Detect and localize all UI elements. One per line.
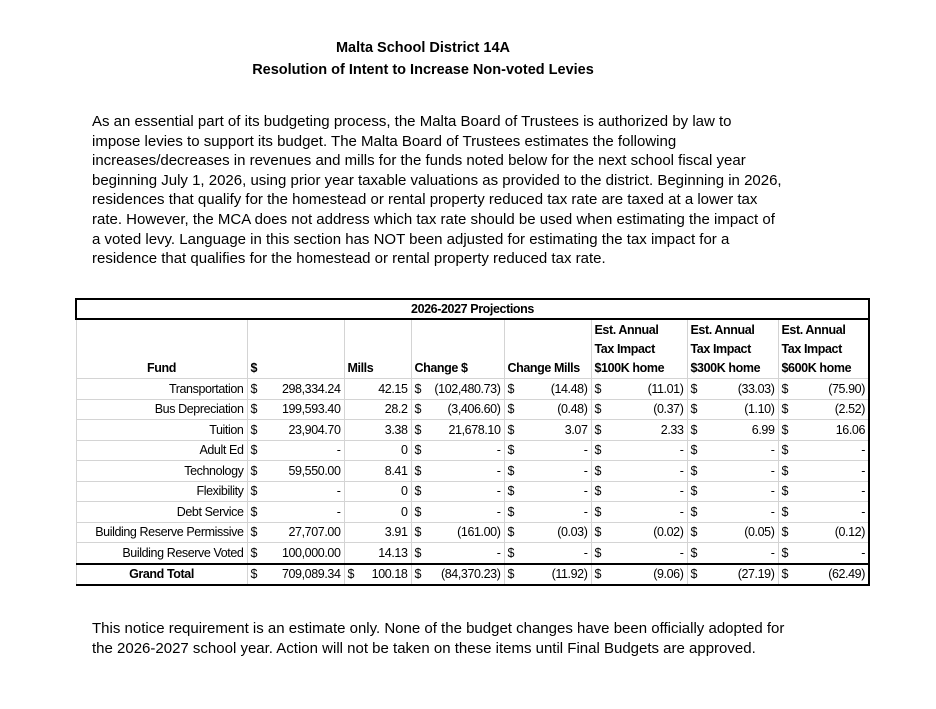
currency-symbol: $ (594, 567, 602, 582)
impact-600k-cell (778, 564, 869, 586)
projection-title: 2026-2027 Projections (76, 299, 869, 319)
mills-cell: 3.38 (344, 420, 411, 441)
mills-cell-value: 100.18 (371, 567, 408, 582)
currency-symbol: $ (507, 443, 515, 458)
mills-cell: 3.91 (344, 522, 411, 543)
change-mills-cell-value: - (583, 504, 588, 519)
table-row (76, 379, 869, 400)
currency-symbol: $ (690, 484, 698, 499)
impact-300k-cell-value: - (770, 504, 775, 519)
impact-100k-cell-value: - (679, 545, 684, 560)
amount-cell (247, 399, 344, 420)
mills-cell: 28.2 (344, 399, 411, 420)
impact-300k-cell-value: - (770, 443, 775, 458)
currency-symbol: $ (414, 504, 422, 519)
change-dollars-cell (411, 543, 504, 564)
mills-cell: 14.13 (344, 543, 411, 564)
amount-cell (247, 481, 344, 502)
levy-projections-table (75, 298, 870, 586)
impact-100k-cell (591, 461, 687, 482)
change-mills-cell-value: 3.07 (564, 422, 588, 437)
impact-600k-cell-value: - (861, 504, 865, 519)
currency-symbol: $ (690, 381, 698, 396)
change-mills-cell (504, 399, 591, 420)
change-dollars-cell-value: - (496, 545, 501, 560)
impact-600k-cell (778, 461, 869, 482)
currency-symbol: $ (594, 525, 602, 540)
impact-600k-cell-value: - (861, 545, 865, 560)
currency-symbol: $ (690, 422, 698, 437)
amount-cell-value: - (336, 504, 341, 519)
currency-symbol: $ (250, 443, 258, 458)
change-dollars-cell (411, 564, 504, 586)
table-row (76, 461, 869, 482)
impact-600k-cell (778, 399, 869, 420)
currency-symbol: $ (781, 443, 789, 458)
currency-symbol: $ (690, 443, 698, 458)
change-dollars-cell-value: (84,370.23) (440, 567, 501, 582)
currency-symbol: $ (250, 402, 258, 417)
impact-600k-cell-value: (2.52) (834, 402, 865, 417)
amount-cell (247, 379, 344, 400)
currency-symbol: $ (507, 381, 515, 396)
table-row (76, 440, 869, 461)
fund-name: Transportation (76, 379, 247, 400)
amount-cell-value: 23,904.70 (288, 422, 341, 437)
header-impact-100k (591, 319, 687, 379)
impact-300k-cell-value: - (770, 545, 775, 560)
header-mills: Mills (344, 319, 411, 379)
header-fund: Fund (76, 319, 247, 379)
currency-symbol: $ (414, 525, 422, 540)
impact-600k-cell (778, 522, 869, 543)
change-mills-cell-value: - (583, 484, 588, 499)
impact-100k-cell (591, 420, 687, 441)
currency-symbol: $ (781, 567, 789, 582)
currency-symbol: $ (690, 545, 698, 560)
currency-symbol: $ (507, 402, 515, 417)
impact-600k-cell-value: - (861, 484, 865, 499)
currency-symbol: $ (414, 422, 422, 437)
amount-cell (247, 564, 344, 586)
change-dollars-cell-value: - (496, 484, 501, 499)
document-title: Malta School District 14A (335, 40, 511, 56)
currency-symbol: $ (507, 484, 515, 499)
amount-cell (247, 502, 344, 523)
currency-symbol: $ (507, 567, 515, 582)
change-dollars-cell-value: (3,406.60) (447, 402, 501, 417)
change-mills-cell-value: (0.03) (557, 525, 588, 540)
fund-name: Adult Ed (76, 440, 247, 461)
header-change-dollars: Change $ (411, 319, 504, 379)
currency-symbol: $ (250, 545, 258, 560)
impact-300k-cell-value: (1.10) (744, 402, 775, 417)
currency-symbol: $ (594, 422, 602, 437)
currency-symbol: $ (594, 504, 602, 519)
impact-300k-cell (687, 420, 778, 441)
impact-600k-cell-value: - (861, 463, 865, 478)
change-mills-cell (504, 461, 591, 482)
change-mills-cell-value: - (583, 443, 588, 458)
header-line: Tax Impact (690, 342, 751, 356)
currency-symbol: $ (781, 504, 789, 519)
change-dollars-cell (411, 522, 504, 543)
impact-300k-cell-value: 6.99 (751, 422, 775, 437)
currency-symbol: $ (414, 381, 422, 396)
impact-100k-cell-value: 2.33 (660, 422, 684, 437)
impact-300k-cell-value: (27.19) (737, 567, 775, 582)
currency-symbol: $ (690, 402, 698, 417)
impact-100k-cell (591, 440, 687, 461)
impact-600k-cell (778, 440, 869, 461)
currency-symbol: $ (250, 422, 258, 437)
impact-600k-cell-value: 16.06 (835, 422, 865, 437)
amount-cell-value: 59,550.00 (288, 463, 341, 478)
currency-symbol: $ (250, 381, 258, 396)
change-dollars-cell-value: - (496, 443, 501, 458)
impact-100k-cell (591, 564, 687, 586)
amount-cell (247, 440, 344, 461)
currency-symbol: $ (781, 545, 789, 560)
change-dollars-cell-value: (102,480.73) (434, 381, 501, 396)
impact-300k-cell-value: - (770, 463, 775, 478)
header-change-mills: Change Mills (504, 319, 591, 379)
change-mills-cell-value: (0.48) (557, 402, 588, 417)
currency-symbol: $ (347, 567, 355, 582)
impact-300k-cell (687, 440, 778, 461)
currency-symbol: $ (250, 484, 258, 499)
currency-symbol: $ (594, 484, 602, 499)
impact-300k-cell-value: (0.05) (744, 525, 775, 540)
mills-cell: 42.15 (344, 379, 411, 400)
impact-600k-cell-value: (75.90) (828, 381, 865, 396)
mills-cell: 0 (344, 481, 411, 502)
document-subtitle: Resolution of Intent to Increase Non-voted Levies (252, 62, 594, 78)
change-dollars-cell (411, 440, 504, 461)
impact-300k-cell (687, 564, 778, 586)
fund-name: Tuition (76, 420, 247, 441)
currency-symbol: $ (507, 504, 515, 519)
intro-paragraph: As an essential part of its budgeting process, the Malta Board of Trustees is authorized by law to impose levies to support its budget. The Malta Board of Trustees estimates the following increases/decreases in revenues and mills for the funds noted below for the next school fiscal year beginning July 1, 2026, using prior year taxable valuations as provided to the district. Beginning in 2026, residences that qualify for the homestead or rental property reduced tax rate are taxed at a lower tax rate. However, the MCA does not address which tax rate should be used when estimating the impact of a voted levy. Language in this section has NOT been adjusted for estimating the tax impact for a residence that qualifies for the homestead or rental property reduced tax rate. (92, 113, 782, 268)
change-mills-cell-value: - (583, 463, 588, 478)
impact-600k-cell (778, 543, 869, 564)
header-line: Est. Annual (781, 323, 846, 337)
fund-name: Building Reserve Voted (76, 543, 247, 564)
header-line: Est. Annual (594, 323, 659, 337)
change-dollars-cell (411, 379, 504, 400)
change-mills-cell (504, 564, 591, 586)
currency-symbol: $ (594, 443, 602, 458)
impact-300k-cell (687, 502, 778, 523)
impact-100k-cell-value: - (679, 484, 684, 499)
amount-cell (247, 522, 344, 543)
change-mills-cell (504, 543, 591, 564)
table-row (76, 543, 869, 564)
impact-100k-cell (591, 399, 687, 420)
fund-name: Debt Service (76, 502, 247, 523)
currency-symbol: $ (414, 463, 422, 478)
table-row (76, 399, 869, 420)
change-dollars-cell (411, 461, 504, 482)
header-line: Tax Impact (781, 342, 842, 356)
change-mills-cell-value: (11.92) (551, 567, 588, 582)
impact-300k-cell (687, 461, 778, 482)
currency-symbol: $ (414, 443, 422, 458)
currency-symbol: $ (594, 402, 602, 417)
fund-name: Flexibility (76, 481, 247, 502)
currency-symbol: $ (690, 567, 698, 582)
amount-cell (247, 461, 344, 482)
amount-cell (247, 543, 344, 564)
change-mills-cell (504, 420, 591, 441)
fund-name: Bus Depreciation (76, 399, 247, 420)
impact-600k-cell (778, 420, 869, 441)
change-dollars-cell (411, 481, 504, 502)
currency-symbol: $ (690, 525, 698, 540)
impact-100k-cell-value: - (679, 463, 684, 478)
amount-cell-value: 100,000.00 (281, 545, 341, 560)
amount-cell-value: 709,089.34 (281, 567, 341, 582)
impact-300k-cell (687, 379, 778, 400)
impact-100k-cell (591, 502, 687, 523)
change-mills-cell (504, 379, 591, 400)
fund-name: Technology (76, 461, 247, 482)
amount-cell-value: 199,593.40 (281, 402, 341, 417)
header-impact-300k (687, 319, 778, 379)
change-dollars-cell (411, 420, 504, 441)
table-row (76, 420, 869, 441)
currency-symbol: $ (781, 381, 789, 396)
mills-cell: 0 (344, 440, 411, 461)
currency-symbol: $ (250, 463, 258, 478)
header-impact-600k (778, 319, 869, 379)
change-mills-cell-value: (14.48) (550, 381, 588, 396)
impact-300k-cell-value: (33.03) (737, 381, 775, 396)
change-dollars-cell-value: - (496, 463, 501, 478)
currency-symbol: $ (781, 525, 789, 540)
impact-100k-cell-value: (11.01) (647, 381, 684, 396)
currency-symbol: $ (250, 525, 258, 540)
currency-symbol: $ (690, 463, 698, 478)
change-dollars-cell-value: (161.00) (457, 525, 501, 540)
impact-100k-cell-value: (0.37) (653, 402, 684, 417)
currency-symbol: $ (507, 525, 515, 540)
amount-cell-value: - (336, 484, 341, 499)
table-row (76, 502, 869, 523)
impact-600k-cell-value: (0.12) (834, 525, 865, 540)
grand-total-row (76, 564, 869, 586)
currency-symbol: $ (507, 545, 515, 560)
impact-100k-cell (591, 522, 687, 543)
currency-symbol: $ (594, 463, 602, 478)
impact-300k-cell (687, 522, 778, 543)
impact-100k-cell-value: (0.02) (653, 525, 684, 540)
header-line: Est. Annual (690, 323, 755, 337)
currency-symbol: $ (781, 422, 789, 437)
currency-symbol: $ (414, 402, 422, 417)
impact-300k-cell (687, 481, 778, 502)
impact-600k-cell (778, 481, 869, 502)
amount-cell-value: 298,334.24 (281, 381, 341, 396)
change-mills-cell (504, 481, 591, 502)
mills-cell: 8.41 (344, 461, 411, 482)
currency-symbol: $ (781, 484, 789, 499)
change-mills-cell (504, 522, 591, 543)
impact-100k-cell (591, 379, 687, 400)
currency-symbol: $ (414, 484, 422, 499)
notice-paragraph: This notice requirement is an estimate only. None of the budget changes have been officially adopted for the 2026-2027 school year. Action will not be taken on these items until Final Budgets are approved. (92, 620, 785, 657)
header-row (76, 319, 869, 379)
change-dollars-cell (411, 399, 504, 420)
currency-symbol: $ (507, 422, 515, 437)
header-dollars: $ (247, 319, 344, 379)
impact-600k-cell (778, 379, 869, 400)
mills-cell: 0 (344, 502, 411, 523)
currency-symbol: $ (414, 567, 422, 582)
impact-100k-cell-value: - (679, 504, 684, 519)
impact-300k-cell-value: - (770, 484, 775, 499)
impact-100k-cell (591, 481, 687, 502)
change-dollars-cell-value: - (496, 504, 501, 519)
impact-300k-cell (687, 399, 778, 420)
header-line: $300K home (690, 361, 761, 375)
header-line: $600K home (781, 361, 852, 375)
currency-symbol: $ (250, 567, 258, 582)
change-mills-cell (504, 440, 591, 461)
currency-symbol: $ (250, 504, 258, 519)
currency-symbol: $ (414, 545, 422, 560)
impact-600k-cell (778, 502, 869, 523)
impact-100k-cell-value: (9.06) (653, 567, 684, 582)
table-row (76, 522, 869, 543)
change-dollars-cell (411, 502, 504, 523)
change-dollars-cell-value: 21,678.10 (448, 422, 501, 437)
mills-cell (344, 564, 411, 586)
currency-symbol: $ (781, 402, 789, 417)
currency-symbol: $ (781, 463, 789, 478)
impact-100k-cell (591, 543, 687, 564)
currency-symbol: $ (507, 463, 515, 478)
fund-name: Building Reserve Permissive (76, 522, 247, 543)
impact-600k-cell-value: - (861, 443, 865, 458)
header-line: $100K home (594, 361, 665, 375)
header-line: Tax Impact (594, 342, 655, 356)
impact-100k-cell-value: - (679, 443, 684, 458)
amount-cell-value: 27,707.00 (288, 525, 341, 540)
currency-symbol: $ (690, 504, 698, 519)
amount-cell-value: - (336, 443, 341, 458)
currency-symbol: $ (594, 545, 602, 560)
impact-600k-cell-value: (62.49) (828, 567, 865, 582)
change-mills-cell (504, 502, 591, 523)
change-mills-cell-value: - (583, 545, 588, 560)
table-row (76, 481, 869, 502)
amount-cell (247, 420, 344, 441)
impact-300k-cell (687, 543, 778, 564)
currency-symbol: $ (594, 381, 602, 396)
fund-name: Grand Total (76, 564, 247, 586)
